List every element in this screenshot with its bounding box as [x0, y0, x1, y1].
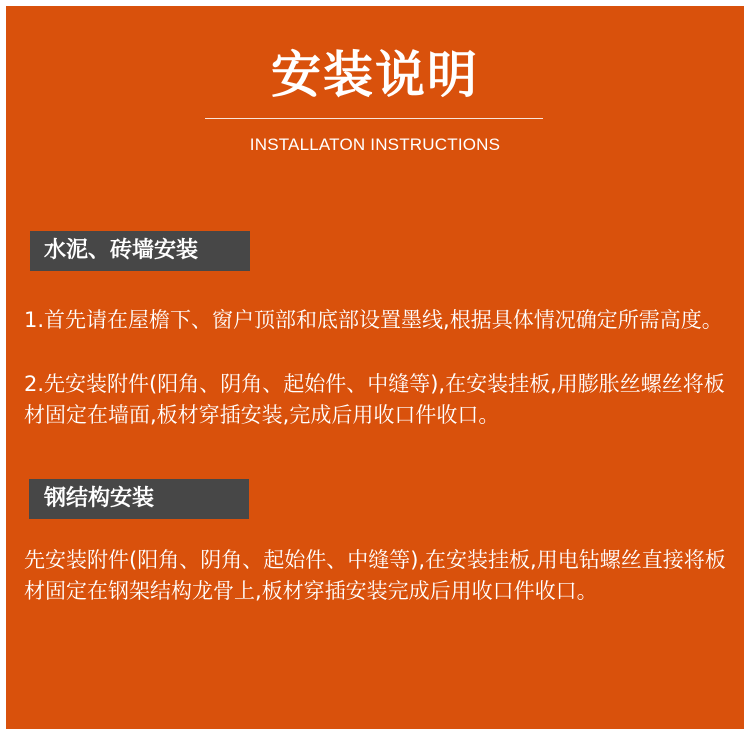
title-divider — [205, 118, 543, 119]
page-title: 安装说明 — [271, 46, 479, 104]
section-heading-masonry: 水泥、砖墙安装 — [30, 231, 250, 271]
masonry-step-1: 1.首先请在屋檐下、窗户顶部和底部设置墨线,根据具体情况确定所需高度。 — [24, 308, 723, 332]
section-heading-steel: 钢结构安装 — [29, 479, 249, 519]
instructions-panel — [6, 6, 744, 729]
masonry-step-2: 2.先安装附件(阳角、阴角、起始件、中缝等),在安装挂板,用膨胀丝螺丝将板材固定在墙面,板材穿插安装,完成后用收口件收口。 — [24, 372, 725, 427]
page-subtitle: INSTALLATON INSTRUCTIONS — [249, 135, 501, 154]
steel-step-1: 先安装附件(阳角、阴角、起始件、中缝等),在安装挂板,用电钻螺丝直接将板材固定在钢架结构龙骨上,板材穿插安装完成后用收口件收口。 — [24, 548, 726, 603]
